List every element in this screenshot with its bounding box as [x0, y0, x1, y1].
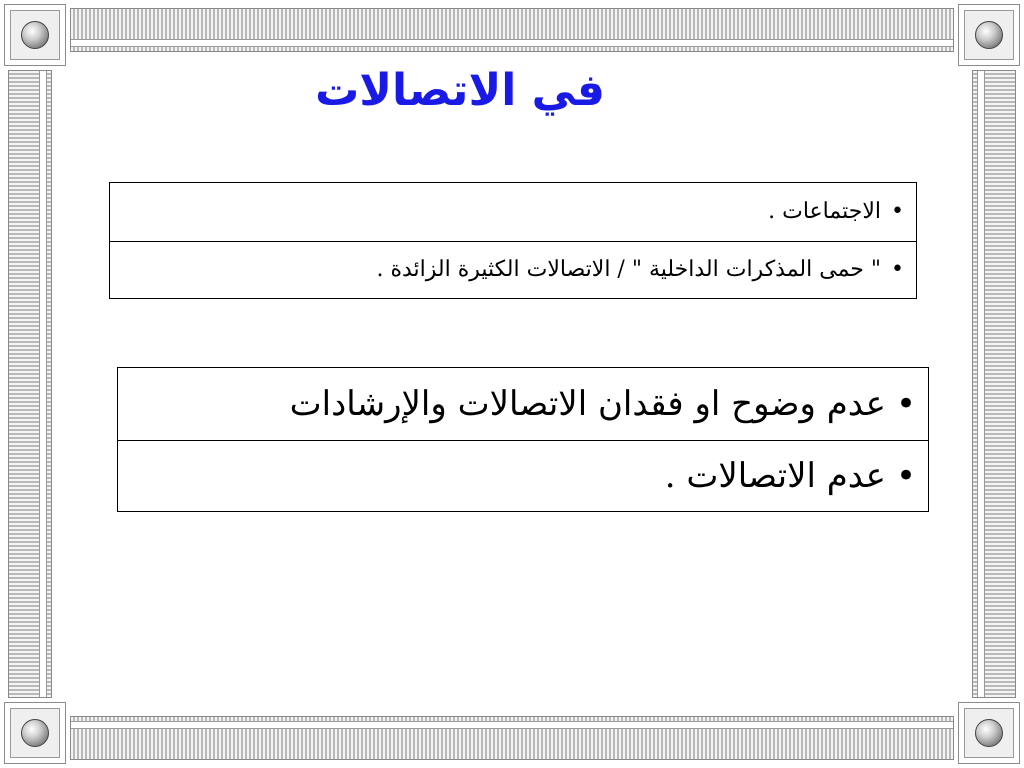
bullet-marker: • [895, 455, 916, 496]
row-text: الاجتماعات . [768, 199, 882, 225]
bolt-icon [21, 21, 49, 49]
bullet-table-small [109, 182, 917, 299]
frame-bottom-rail [70, 716, 954, 760]
row-text: " حمى المذكرات الداخلية " / الاتصالات الكثيرة الزائدة . [376, 257, 882, 283]
table-row [110, 241, 916, 299]
frame-corner-bottom-left [4, 702, 66, 764]
frame-corner-top-left [4, 4, 66, 66]
bullet-marker: • [895, 383, 916, 424]
frame-corner-top-right [958, 4, 1020, 66]
table-row [118, 368, 928, 440]
table-row [110, 183, 916, 241]
frame-top-rail [70, 8, 954, 52]
bolt-icon [975, 719, 1003, 747]
row-text: عدم الاتصالات . [664, 455, 886, 496]
frame-right-rail [972, 70, 1016, 698]
bolt-icon [21, 719, 49, 747]
table-row [118, 440, 928, 512]
frame-corner-bottom-right [958, 702, 1020, 764]
bolt-icon [975, 21, 1003, 49]
frame-left-rail [8, 70, 52, 698]
bullet-marker: • [891, 257, 904, 283]
row-text: عدم وضوح او فقدان الاتصالات والإرشادات [289, 383, 886, 424]
bullet-table-large [117, 367, 929, 512]
bullet-marker: • [891, 199, 904, 225]
slide-title: في الاتصالات [315, 65, 605, 116]
